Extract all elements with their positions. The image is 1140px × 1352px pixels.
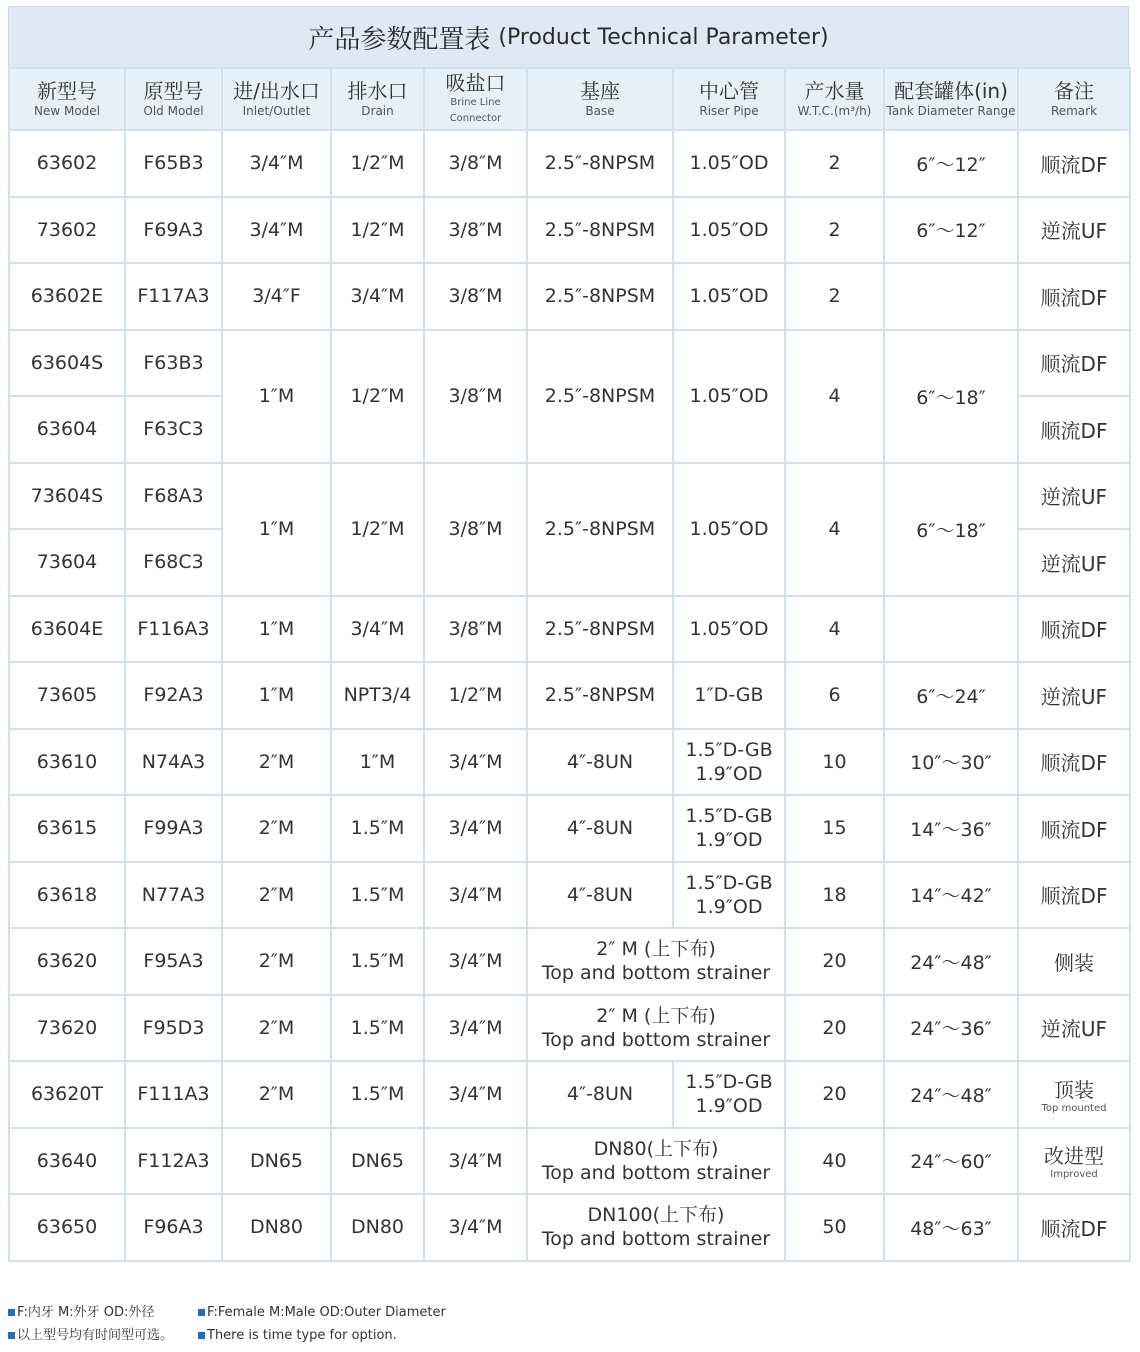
cell-old-model: F111A3: [125, 1061, 222, 1128]
cell-tank: 6″～24″: [884, 662, 1018, 729]
table-row: [9, 928, 1130, 995]
footnotes: [8, 1301, 446, 1347]
bullet-square-icon: [198, 1332, 205, 1339]
cell-riser: 1.05″OD: [673, 130, 785, 197]
cell-remark: 顺流DF: [1018, 396, 1130, 463]
cell-inlet: 1″M: [222, 662, 331, 729]
cell-wtc: 6: [785, 662, 884, 729]
cell-old-model: F95A3: [125, 928, 222, 995]
table-row: [9, 197, 1130, 264]
cell-wtc: 2: [785, 130, 884, 197]
cell-old-model: F116A3: [125, 596, 222, 663]
header-tank: 配套罐体(in) Tank Diameter Range: [884, 68, 1018, 130]
table-row: [9, 596, 1130, 663]
cell-new-model: 73604: [9, 529, 125, 596]
cell-riser: 1.5″D-GB 1.9″OD: [673, 729, 785, 796]
cell-tank: 24″～48″: [884, 1061, 1018, 1128]
cell-tank: 24″～48″: [884, 928, 1018, 995]
cell-riser: 1.5″D-GB 1.9″OD: [673, 795, 785, 862]
cell-remark: 顺流DF: [1018, 795, 1130, 862]
note-abbrev-en: F:Female M:Male OD:Outer Diameter: [207, 1305, 446, 1320]
cell-base-strainer: DN80(上下布) Top and bottom strainer: [527, 1128, 785, 1195]
cell-brine: 3/8″M: [424, 596, 527, 663]
cell-brine: 3/4″M: [424, 1061, 527, 1128]
cell-drain: DN80: [331, 1194, 424, 1261]
cell-tank: 6″～18″: [884, 330, 1018, 463]
cell-base: 2.5″-8NPSM: [527, 263, 673, 330]
cell-inlet: 1″M: [222, 596, 331, 663]
table-row: [9, 729, 1130, 796]
cell-wtc: 20: [785, 928, 884, 995]
cell-base-strainer: DN100(上下布) Top and bottom strainer: [527, 1194, 785, 1261]
cell-drain: 1″M: [331, 729, 424, 796]
cell-base: 2.5″-8NPSM: [527, 662, 673, 729]
cell-riser: 1.5″D-GB 1.9″OD: [673, 862, 785, 929]
table-row: [9, 1061, 1130, 1128]
cell-wtc: 4: [785, 596, 884, 663]
cell-remark: 顶装 Top mounted: [1018, 1061, 1130, 1128]
cell-inlet: 2″M: [222, 862, 331, 929]
cell-remark: 逆流UF: [1018, 463, 1130, 530]
title-cn: 产品参数配置表: [308, 24, 491, 55]
cell-wtc: 18: [785, 862, 884, 929]
cell-inlet: 3/4″F: [222, 263, 331, 330]
cell-drain: 1/2″M: [331, 197, 424, 264]
cell-inlet: 3/4″M: [222, 197, 331, 264]
cell-brine: 3/4″M: [424, 1194, 527, 1261]
cell-new-model: 63620T: [9, 1061, 125, 1128]
cell-inlet: 2″M: [222, 928, 331, 995]
cell-inlet: 3/4″M: [222, 130, 331, 197]
cell-drain: DN65: [331, 1128, 424, 1195]
bullet-square-icon: [198, 1309, 205, 1316]
cell-brine: 3/8″M: [424, 463, 527, 596]
cell-new-model: 63618: [9, 862, 125, 929]
header-riser: 中心管 Riser Pipe: [673, 68, 785, 130]
cell-old-model: F117A3: [125, 263, 222, 330]
cell-brine: 3/8″M: [424, 130, 527, 197]
table-row: [9, 330, 1130, 397]
table-row: [9, 995, 1130, 1062]
cell-drain: 1.5″M: [331, 1061, 424, 1128]
cell-remark: 顺流DF: [1018, 729, 1130, 796]
cell-old-model: F95D3: [125, 995, 222, 1062]
cell-tank: 24″～36″: [884, 995, 1018, 1062]
header-base: 基座 Base: [527, 68, 673, 130]
header-new-model: 新型号 New Model: [9, 68, 125, 130]
cell-base: 2.5″-8NPSM: [527, 596, 673, 663]
cell-base: 2.5″-8NPSM: [527, 130, 673, 197]
cell-tank: 48″～63″: [884, 1194, 1018, 1261]
cell-old-model: F65B3: [125, 130, 222, 197]
cell-base: 2.5″-8NPSM: [527, 463, 673, 596]
cell-remark: 顺流DF: [1018, 596, 1130, 663]
table-row: [9, 862, 1130, 929]
cell-remark: 顺流DF: [1018, 263, 1130, 330]
cell-brine: 3/8″M: [424, 197, 527, 264]
cell-old-model: F68C3: [125, 529, 222, 596]
table-row: [9, 1194, 1130, 1261]
cell-tank: [884, 263, 1018, 330]
bullet-square-icon: [8, 1332, 15, 1339]
table-row: [9, 130, 1130, 197]
cell-brine: 3/4″M: [424, 995, 527, 1062]
cell-drain: 3/4″M: [331, 263, 424, 330]
header-brine: 吸盐口 Brine Line Connector: [424, 68, 527, 130]
cell-drain: 1.5″M: [331, 928, 424, 995]
cell-inlet: DN80: [222, 1194, 331, 1261]
cell-base: 4″-8UN: [527, 862, 673, 929]
table-row: [9, 662, 1130, 729]
cell-tank: 14″～36″: [884, 795, 1018, 862]
cell-drain: 3/4″M: [331, 596, 424, 663]
cell-riser: 1.05″OD: [673, 463, 785, 596]
cell-new-model: 73604S: [9, 463, 125, 530]
cell-base: 2.5″-8NPSM: [527, 197, 673, 264]
cell-remark: 顺流DF: [1018, 130, 1130, 197]
cell-riser: 1.05″OD: [673, 197, 785, 264]
bullet-square-icon: [8, 1309, 15, 1316]
parameter-table-container: [8, 6, 1129, 1262]
header-remark: 备注 Remark: [1018, 68, 1130, 130]
cell-old-model: F63B3: [125, 330, 222, 397]
note-abbrev-cn: F:内牙 M:外牙 OD:外径: [17, 1305, 155, 1320]
cell-new-model: 63650: [9, 1194, 125, 1261]
cell-drain: 1.5″M: [331, 795, 424, 862]
parameter-table: [8, 67, 1131, 1262]
table-row: [9, 463, 1130, 530]
cell-remark: 逆流UF: [1018, 197, 1130, 264]
cell-remark: 顺流DF: [1018, 1194, 1130, 1261]
cell-old-model: F112A3: [125, 1128, 222, 1195]
cell-base: 4″-8UN: [527, 1061, 673, 1128]
cell-drain: 1.5″M: [331, 995, 424, 1062]
cell-riser: 1″D-GB: [673, 662, 785, 729]
header-row: [9, 68, 1130, 130]
table-row: [9, 795, 1130, 862]
cell-drain: 1/2″M: [331, 463, 424, 596]
cell-remark: 侧装: [1018, 928, 1130, 995]
cell-tank: 6″～18″: [884, 463, 1018, 596]
cell-inlet: DN65: [222, 1128, 331, 1195]
cell-base: 4″-8UN: [527, 795, 673, 862]
cell-old-model: F68A3: [125, 463, 222, 530]
cell-remark: 顺流DF: [1018, 330, 1130, 397]
cell-wtc: 20: [785, 995, 884, 1062]
cell-wtc: 2: [785, 197, 884, 264]
cell-inlet: 2″M: [222, 1061, 331, 1128]
cell-old-model: F99A3: [125, 795, 222, 862]
cell-new-model: 73605: [9, 662, 125, 729]
cell-inlet: 2″M: [222, 795, 331, 862]
cell-tank: 24″～60″: [884, 1128, 1018, 1195]
cell-tank: 6″～12″: [884, 197, 1018, 264]
cell-old-model: F92A3: [125, 662, 222, 729]
cell-base-strainer: 2″ M (上下布) Top and bottom strainer: [527, 995, 785, 1062]
header-old-model: 原型号 Old Model: [125, 68, 222, 130]
cell-base: 4″-8UN: [527, 729, 673, 796]
cell-old-model: F69A3: [125, 197, 222, 264]
cell-riser: 1.05″OD: [673, 263, 785, 330]
cell-tank: 6″～12″: [884, 130, 1018, 197]
cell-brine: 3/4″M: [424, 1128, 527, 1195]
cell-old-model: F63C3: [125, 396, 222, 463]
cell-inlet: 2″M: [222, 729, 331, 796]
cell-brine: 3/4″M: [424, 795, 527, 862]
cell-wtc: 4: [785, 463, 884, 596]
cell-remark: 逆流UF: [1018, 995, 1130, 1062]
cell-riser: 1.05″OD: [673, 330, 785, 463]
cell-new-model: 63604E: [9, 596, 125, 663]
table-row: [9, 1128, 1130, 1195]
table-row: [9, 263, 1130, 330]
cell-wtc: 40: [785, 1128, 884, 1195]
cell-new-model: 63604: [9, 396, 125, 463]
header-inlet-outlet: 进/出水口 Inlet/Outlet: [222, 68, 331, 130]
cell-wtc: 4: [785, 330, 884, 463]
footnote-line: [8, 1301, 446, 1324]
cell-brine: 3/8″M: [424, 263, 527, 330]
cell-tank: [884, 596, 1018, 663]
title-en: (Product Technical Parameter): [498, 24, 829, 50]
cell-base-strainer: 2″ M (上下布) Top and bottom strainer: [527, 928, 785, 995]
cell-new-model: 63604S: [9, 330, 125, 397]
cell-new-model: 63615: [9, 795, 125, 862]
cell-wtc: 2: [785, 263, 884, 330]
cell-brine: 3/4″M: [424, 862, 527, 929]
cell-new-model: 63602E: [9, 263, 125, 330]
cell-brine: 3/8″M: [424, 330, 527, 463]
cell-inlet: 1″M: [222, 330, 331, 463]
cell-old-model: F96A3: [125, 1194, 222, 1261]
cell-wtc: 15: [785, 795, 884, 862]
cell-drain: NPT3/4: [331, 662, 424, 729]
cell-wtc: 50: [785, 1194, 884, 1261]
footnote-line: [8, 1324, 446, 1347]
cell-tank: 14″～42″: [884, 862, 1018, 929]
cell-new-model: 63620: [9, 928, 125, 995]
cell-remark: 顺流DF: [1018, 862, 1130, 929]
cell-wtc: 20: [785, 1061, 884, 1128]
cell-drain: 1.5″M: [331, 862, 424, 929]
cell-remark: 逆流UF: [1018, 662, 1130, 729]
cell-base: 2.5″-8NPSM: [527, 330, 673, 463]
note-time-en: There is time type for option.: [207, 1328, 397, 1343]
cell-new-model: 63602: [9, 130, 125, 197]
cell-brine: 3/4″M: [424, 729, 527, 796]
cell-drain: 1/2″M: [331, 330, 424, 463]
cell-old-model: N74A3: [125, 729, 222, 796]
cell-new-model: 63640: [9, 1128, 125, 1195]
cell-new-model: 73620: [9, 995, 125, 1062]
note-time-cn: 以上型号均有时间型可选。: [17, 1328, 174, 1343]
table-title: [8, 6, 1129, 67]
cell-brine: 3/4″M: [424, 928, 527, 995]
cell-wtc: 10: [785, 729, 884, 796]
cell-old-model: N77A3: [125, 862, 222, 929]
cell-inlet: 1″M: [222, 463, 331, 596]
cell-brine: 1/2″M: [424, 662, 527, 729]
cell-riser: 1.05″OD: [673, 596, 785, 663]
cell-drain: 1/2″M: [331, 130, 424, 197]
cell-new-model: 63610: [9, 729, 125, 796]
cell-remark: 逆流UF: [1018, 529, 1130, 596]
cell-new-model: 73602: [9, 197, 125, 264]
cell-riser: 1.5″D-GB 1.9″OD: [673, 1061, 785, 1128]
cell-inlet: 2″M: [222, 995, 331, 1062]
header-drain: 排水口 Drain: [331, 68, 424, 130]
header-wtc: 产水量 W.T.C.(m³/h): [785, 68, 884, 130]
cell-remark: 改进型 Improved: [1018, 1128, 1130, 1195]
cell-tank: 10″～30″: [884, 729, 1018, 796]
